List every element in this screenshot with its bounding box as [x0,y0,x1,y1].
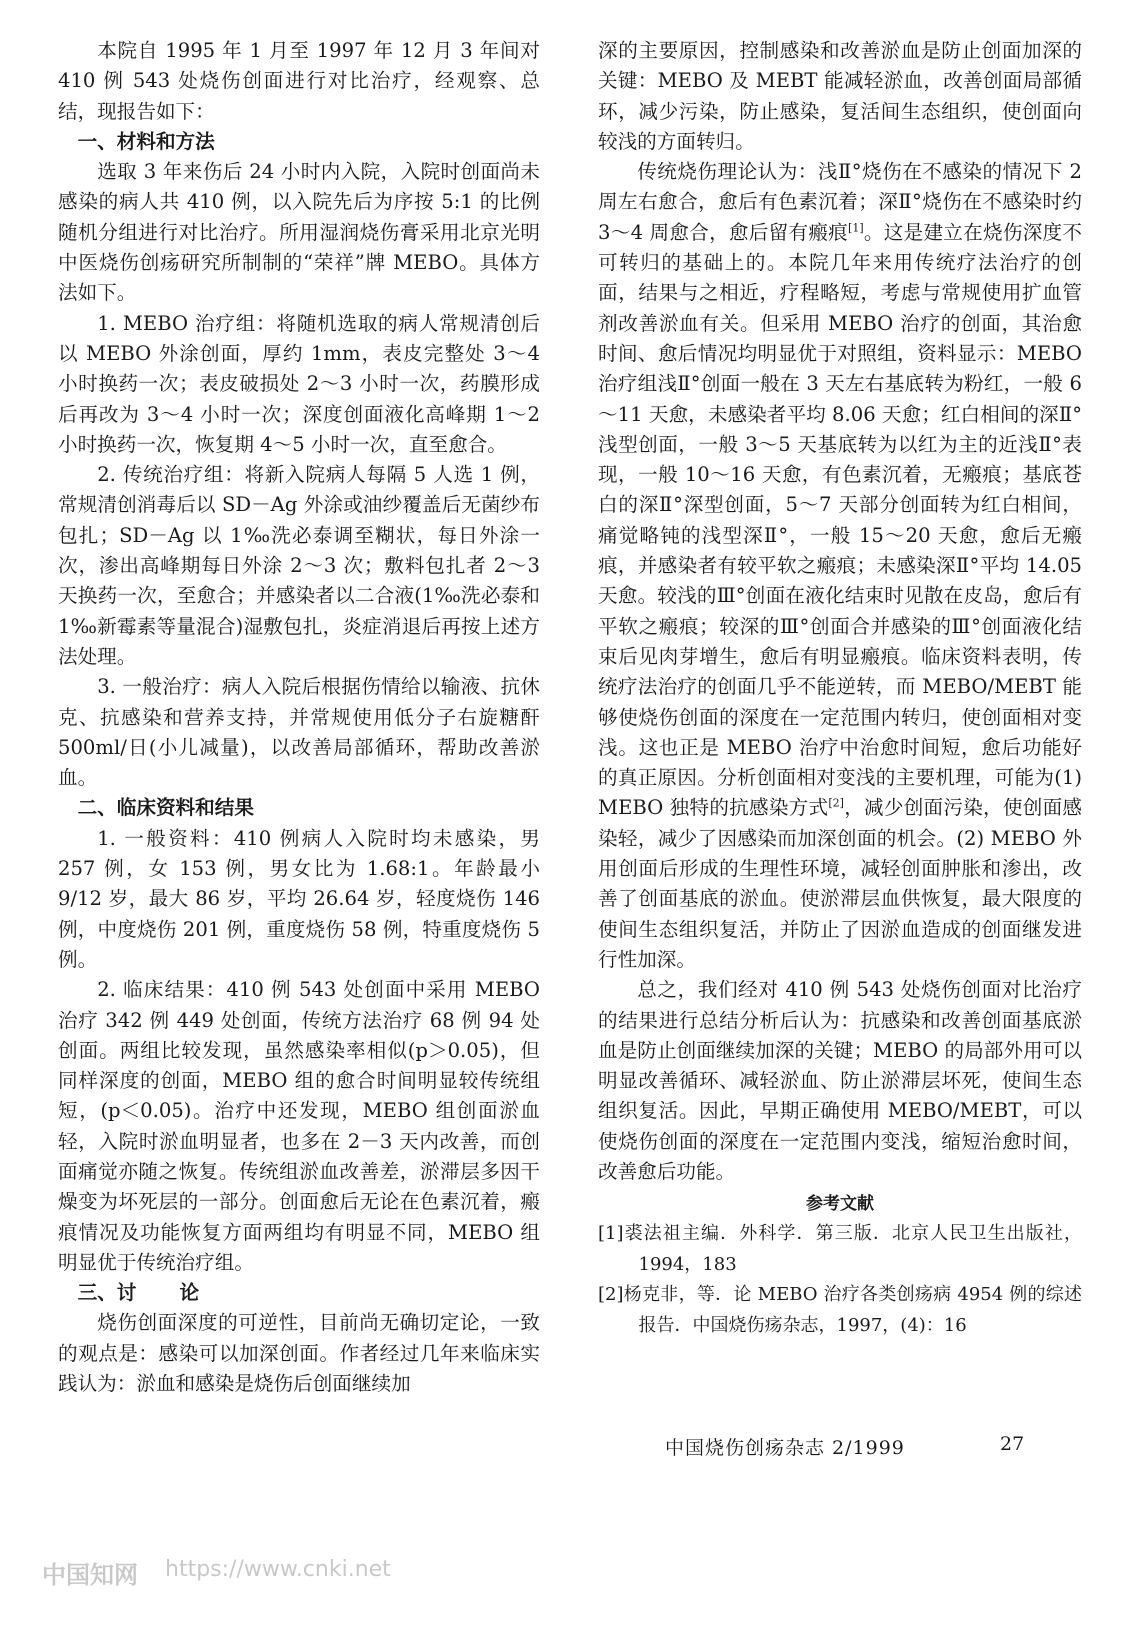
right-column [598,36,1082,1341]
conclusion-paragraph: 总之，我们经对 410 例 543 处烧伤创面对比治疗的结果进行总结分析后认为：抗感染和改善创面基底淤血是防止创面继续加深的关键；MEBO 的局部外用可以明显改善循环、减轻淤血、防止淤滞层坏死，使间生态组织复活。因此，早期正确使用 MEBO/MEBT，可以使烧伤创面的深度在一定范围内变浅，缩短治愈时间，改善愈后功能。 [598,978,1082,1183]
references-heading: 参考文献 [806,1194,874,1215]
methods-paragraph-1: 选取 3 年来伤后 24 小时内入院，入院时创面尚未感染的病人共 410 例，以入院先后为序按 5:1 的比例随机分组进行对比治疗。所用湿润烧伤膏采用北京光明中医烧伤创疡研究所制制的“荣祥”牌 MEBO。具体方法如下。 [58,160,540,305]
citation-2: [2] [828,796,844,810]
intro-paragraph: 本院自 1995 年 1 月至 1997 年 12 月 3 年间对 410 例 543 处烧伤创面进行对比治疗，经观察、总结，现报告如下： [58,39,540,123]
discussion-paragraph-2: 传统烧伤理论认为：浅Ⅱ°烧伤在不感染的情况下 2 周左右愈合，愈后有色素沉着；深Ⅱ°烧伤在不感染时约 3～4 周愈合，愈后留有瘢痕[1]。这是建立在烧伤深度不可转归的基础上的。本院几年来用传统疗法治疗的创面，结果与之相近，疗程略短，考虑与常规使用扩血管剂改善淤血有关。但采用 MEBO 治疗的创面，其治愈时间、愈后情况均明显优于对照组，资料显示：MEBO 治疗组浅Ⅱ°创面一般在 3 天左右基底转为粉红，一般 6～11 天愈，未感染者平均 8.06 天愈；红白相间的深Ⅱ°浅型创面，一般 3～5 天基底转为以红为主的近浅Ⅱ°表现，一般 10～16 天愈，有色素沉着，无瘢痕；基底苍白的深Ⅱ°深型创面，5～7 天部分创面转为红白相间，痛觉略钝的浅型深Ⅱ°，一般 15～20 天愈，愈后无瘢痕，并感染者有较平软之瘢痕；未感染深Ⅱ°平均 14.05 天愈。较浅的Ⅲ°创面在液化结束时见散在皮岛，愈后有平软之瘢痕；较深的Ⅲ°创面合并感染的Ⅲ°创面液化结束后见肉芽增生，愈后有明显瘢痕。临床资料表明，传统疗法治疗的创面几乎不能逆转，而 MEBO/MEBT 能够使烧伤创面的深度在一定范围内转归，使创面相对变浅。这也正是 MEBO 治疗中治愈时间短，愈后功能好的真正原因。分析创面相对变浅的主要机理，可能为(1) MEBO 独特的抗感染方式[2]，减少创面污染，使创面感染轻，减少了因感染而加深创面的机会。(2) MEBO 外用创面后形成的生理性环境，减轻创面肿胀和渗出，改善了创面基底的淤血。使淤滞层血供恢复，最大限度的使间生态组织复活，并防止了因淤血造成的创面继发进行性加深。 [598,160,1083,971]
page-number: 27 [1000,1433,1025,1455]
results-paragraph-clinical: 2. 临床结果：410 例 543 处创面中采用 MEBO 治疗 342 例 449 处创面，传统方法治疗 68 例 94 处创面。两组比较发现，虽然感染率相似(p＞0.05)，但同样深度的创面，MEBO 组的愈合时间明显较传统组短，(p＜0.05)。治疗中还发现，MEBO 组创面淤血轻，入院时淤血明显者，也多在 2－3 天内改善，而创面痛觉亦随之恢复。传统组淤血改善差，淤滞层多因干燥变为坏死层的一部分。创面愈后无论在色素沉着，瘢痕情况及功能恢复方面两组均有明显不同，MEBO 组明显优于传统治疗组。 [58,978,540,1274]
cnki-watermark-url: https://www.cnki.net [165,1557,391,1582]
journal-footer: 中国烧伤创疡杂志 2/1999 [665,1437,905,1459]
cnki-watermark-logo: 中国知网 [42,1561,138,1589]
discussion-paragraph-1: 烧伤创面深度的可逆性，目前尚无确切定论，一致的观点是：感染可以加深创面。作者经过几年来临床实践认为：淤血和感染是烧伤后创面继续加 [58,1311,540,1396]
methods-paragraph-mebo-group: 1. MEBO 治疗组：将随机选取的病人常规清创后以 MEBO 外涂创面，厚约 1mm，表皮完整处 3～4 小时换药一次；表皮破损处 2～3 小时一次，药膜形成后再改为 3～4 小时一次；深度创面液化高峰期 1～2 小时换药一次，恢复期 4～5 小时一次，直至愈合。 [58,311,540,456]
methods-paragraph-general-treatment: 3. 一般治疗：病人入院后根据伤情给以输液、抗休克、抗感染和营养支持，并常规使用低分子右旋糖酐 500ml/日(小儿减量)，以改善局部循环，帮助改善淤血。 [58,675,540,790]
section-heading-results: 二、临床资料和结果 [77,796,254,820]
section-heading-methods: 一、材料和方法 [77,129,215,153]
methods-paragraph-traditional-group: 2. 传统治疗组：将新入院病人每隔 5 人选 1 例，常规清创消毒后以 SD－Ag 外涂或油纱覆盖后无菌纱布包扎；SD－Ag 以 1‰洗必泰调至糊状，每日外涂一次，渗出高峰期每日外涂 2～3 次；敷料包扎者 2～3 天换药一次，至愈合；并感染者以二合液(1‰洗必泰和 1‰新霉素等量混合)湿敷包扎，炎症消退后再按上述方法处理。 [58,463,540,668]
discussion-continued: 深的主要原因，控制感染和改善淤血是防止创面加深的关键：MEBO 及 MEBT 能减轻淤血，改善创面局部循环，减少污染，防止感染，复活间生态组织，使创面向较浅的方面转归。 [598,39,1082,153]
left-column [58,36,540,1399]
results-paragraph-general: 1. 一般资料：410 例病人入院时均未感染，男 257 例，女 153 例，男女比为 1.68:1。年龄最小 9/12 岁，最大 86 岁，平均 26.64 岁，轻度烧伤 146 例，中度烧伤 201 例，重度烧伤 58 例，特重度烧伤 5 例。 [58,826,540,971]
section-heading-discussion: 三、讨 论 [77,1281,200,1305]
reference-1: [1]裘法祖主编．外科学．第三版．北京人民卫生出版社，1994，183 [598,1223,1082,1275]
citation-1: [1] [848,221,864,235]
reference-2: [2]杨克非，等．论 MEBO 治疗各类创疡病 4954 例的综述报告．中国烧伤疡杂志，1997，(4)：16 [598,1284,1082,1336]
